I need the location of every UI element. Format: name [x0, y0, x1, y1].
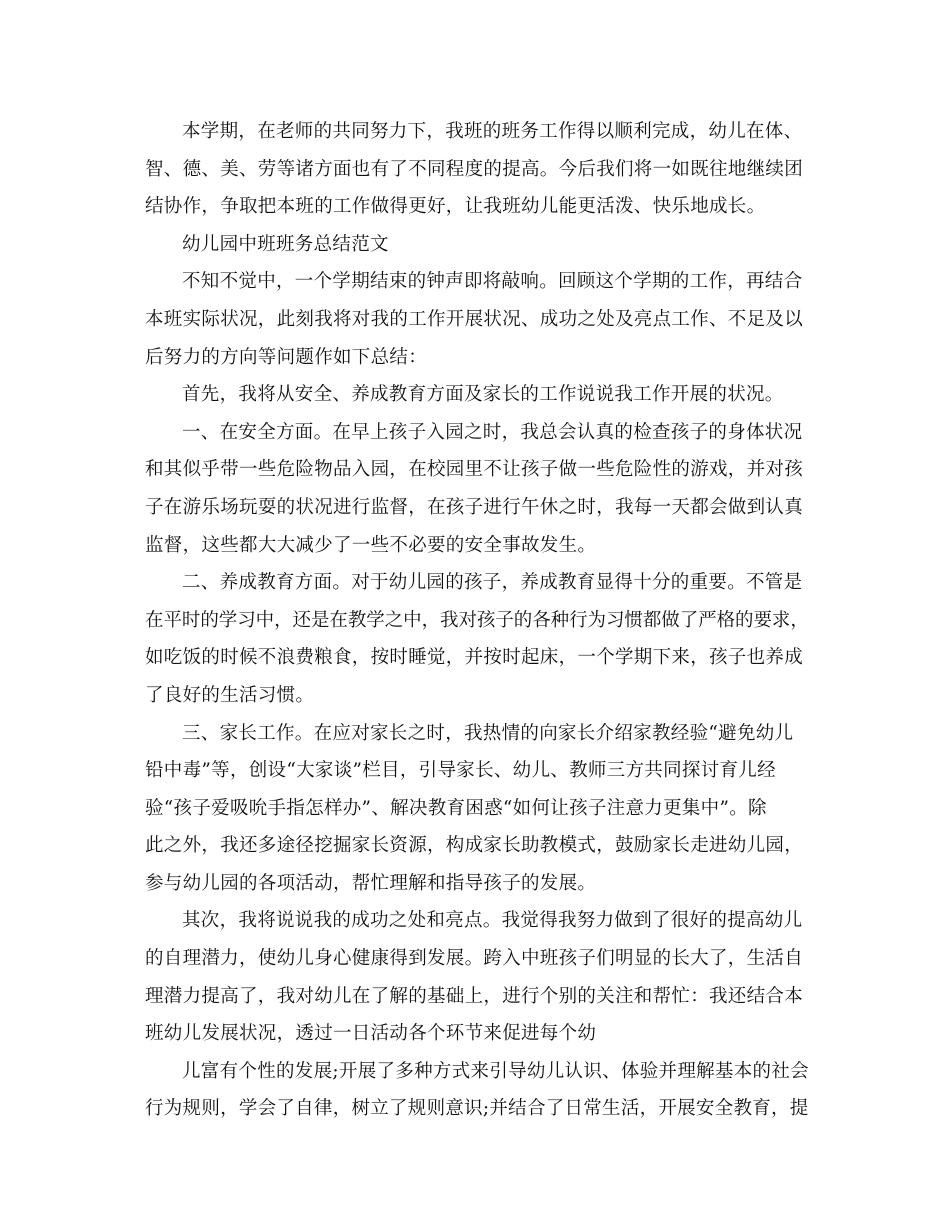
text-line: 智、德、美、劳等诸方面也有了不同程度的提高。今后我们将一如既往地继续团	[145, 158, 804, 180]
text-line: 和其似乎带一些危险物品入园，在校园里不让孩子做一些危险性的游戏，并对孩	[145, 459, 804, 481]
text-line: 其次，我将说说我的成功之处和亮点。我觉得我努力做到了很好的提高幼儿	[182, 910, 803, 932]
text-line: 后努力的方向等问题作如下总结：	[145, 346, 428, 368]
text-line: 本学期，在老师的共同努力下，我班的班务工作得以顺利完成，幼儿在体、	[182, 121, 803, 142]
text-line: 验“孩子爱吸吮手指怎样办”、解决教育困惑“如何让孩子注意力更集中”。除	[145, 797, 767, 819]
text-line: 如吃饭的时候不浪费粮食，按时睡觉，并按时起床，一个学期下来，孩子也养成	[145, 647, 804, 669]
text-line: 三、家长工作。在应对家长之时，我热情的向家长介绍家教经验“避免幼儿	[182, 722, 794, 744]
text-line: 铅中毒”等，创设“大家谈”栏目，引导家长、幼儿、教师三方共同探讨育儿经	[145, 760, 776, 782]
text-line: 理潜力提高了，我对幼儿在了解的基础上，进行个别的关注和帮忙：我还结合本	[145, 985, 804, 1007]
text-line: 行为规则，学会了自律，树立了规则意识;并结合了日常生活，开展安全教育，提	[145, 1098, 809, 1120]
text-line: 参与幼儿园的各项活动，帮忙理解和指导孩子的发展。	[145, 872, 597, 894]
text-line: 监督，这些都大大减少了一些不必要的安全事故发生。	[145, 534, 597, 556]
text-line: 不知不觉中，一个学期结束的钟声即将敲响。回顾这个学期的工作，再结合	[182, 271, 803, 293]
document-body	[145, 113, 809, 1128]
text-line: 一、在安全方面。在早上孩子入园之时，我总会认真的检查孩子的身体状况	[182, 421, 803, 443]
text-line: 本班实际状况，此刻我将对我的工作开展状况、成功之处及亮点工作、不足及以	[145, 308, 804, 330]
text-line: 结协作，争取把本班的工作做得更好，让我班幼儿能更活泼、快乐地成长。	[145, 196, 766, 218]
text-line: 子在游乐场玩耍的状况进行监督，在孩子进行午休之时，我每一天都会做到认真	[145, 496, 804, 518]
text-line: 幼儿园中班班务总结范文	[182, 233, 389, 255]
text-line: 此之外，我还多途径挖掘家长资源，构成家长助教模式，鼓励家长走进幼儿园，	[145, 835, 804, 857]
text-line: 的自理潜力，使幼儿身心健康得到发展。跨入中班孩子们明显的长大了，生活自	[145, 948, 804, 970]
text-line: 首先，我将从安全、养成教育方面及家长的工作说说我工作开展的状况。	[182, 384, 784, 406]
text-line: 儿富有个性的发展;开展了多种方式来引导幼儿认识、体验并理解基本的社会	[182, 1060, 809, 1082]
text-line: 在平时的学习中，还是在教学之中，我对孩子的各种行为习惯都做了严格的要求，	[145, 609, 809, 631]
text-line: 了良好的生活习惯。	[145, 684, 315, 706]
text-line: 班幼儿发展状况，透过一日活动各个环节来促进每个幼	[145, 1023, 597, 1045]
text-line: 二、养成教育方面。对于幼儿园的孩子，养成教育显得十分的重要。不管是	[182, 572, 803, 594]
